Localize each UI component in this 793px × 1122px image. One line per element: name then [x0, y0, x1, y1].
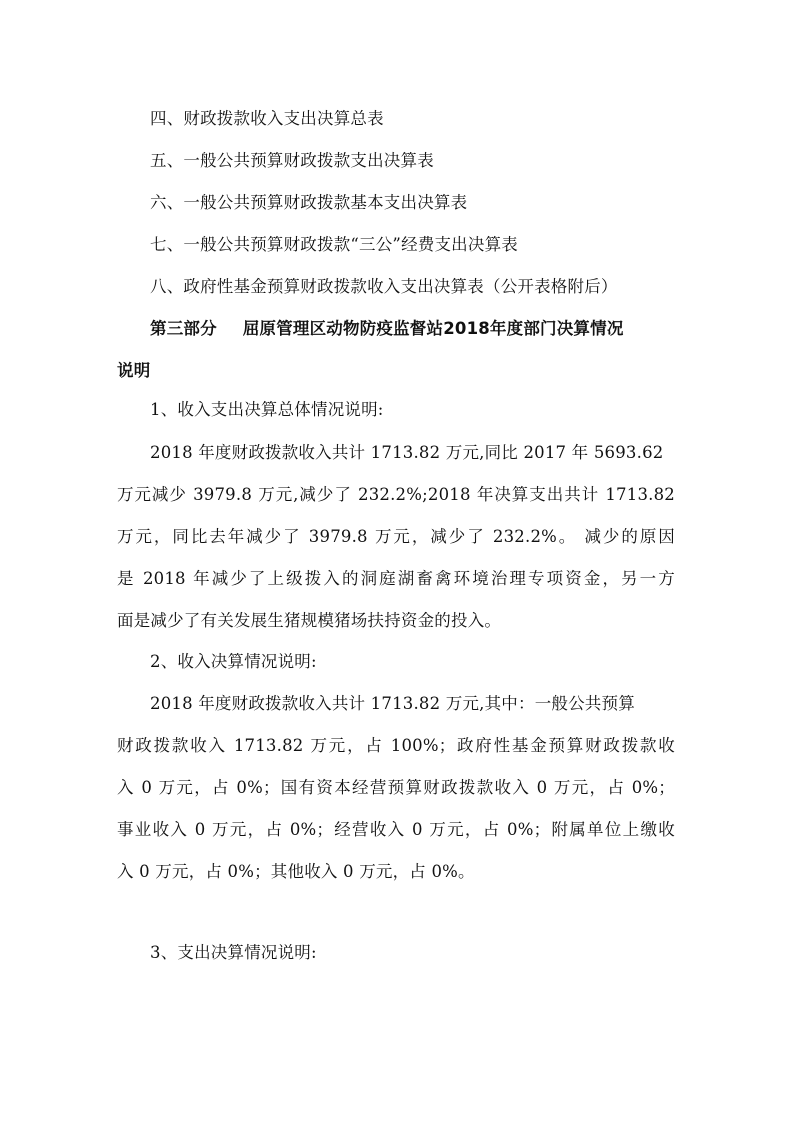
- list-item-8: 八、政府性基金预算财政拨款收入支出决算表（公开表格附后）: [150, 277, 618, 296]
- list-item-4: 四、财政拨款收入支出决算总表: [150, 109, 384, 128]
- section1-line-5: 面是减少了有关发展生猪规模猪场扶持资金的投入。: [117, 611, 502, 630]
- section2-line-3: 入 0 万元，占 0%；国有资本经营预算财政拨款收入 0 万元，占 0%；: [117, 778, 675, 797]
- section3-heading: 3、支出决算情况说明:: [150, 943, 317, 962]
- section1-heading: 1、收入支出决算总体情况说明:: [150, 400, 384, 419]
- part3-label: 第三部分: [150, 319, 217, 338]
- section2-line-4: 事业收入 0 万元，占 0%；经营收入 0 万元，占 0%；附属单位上缴收: [117, 820, 675, 839]
- part3-title-continuation: 说明: [117, 361, 151, 380]
- list-item-5: 五、一般公共预算财政拨款支出决算表: [150, 151, 434, 170]
- section1-line-1: 2018 年度财政拨款收入共计 1713.82 万元,同比 2017 年 5693.62: [150, 443, 664, 462]
- part3-title: 屈原管理区动物防疫监督站2018年度部门决算情况: [242, 319, 624, 338]
- section2-line-5: 入 0 万元，占 0%；其他收入 0 万元，占 0%。: [117, 862, 475, 881]
- section2-line-1: 2018 年度财政拨款收入共计 1713.82 万元,其中：一般公共预算: [150, 694, 635, 713]
- section1-line-4: 是 2018 年减少了上级拨入的洞庭湖畜禽环境治理专项资金，另一方: [117, 569, 675, 588]
- section2-heading: 2、收入决算情况说明:: [150, 652, 317, 671]
- list-item-6: 六、一般公共预算财政拨款基本支出决算表: [150, 193, 468, 212]
- part3-heading: [150, 317, 624, 341]
- list-item-7: 七、一般公共预算财政拨款“三公”经费支出决算表: [150, 235, 518, 254]
- section1-line-3: 万元，同比去年减少了 3979.8 万元，减少了 232.2%。 减少的原因: [117, 527, 675, 546]
- section1-line-2: 万元减少 3979.8 万元,减少了 232.2%;2018 年决算支出共计 1713.82: [117, 485, 675, 504]
- section2-line-2: 财政拨款收入 1713.82 万元，占 100%；政府性基金预算财政拨款收: [117, 736, 675, 755]
